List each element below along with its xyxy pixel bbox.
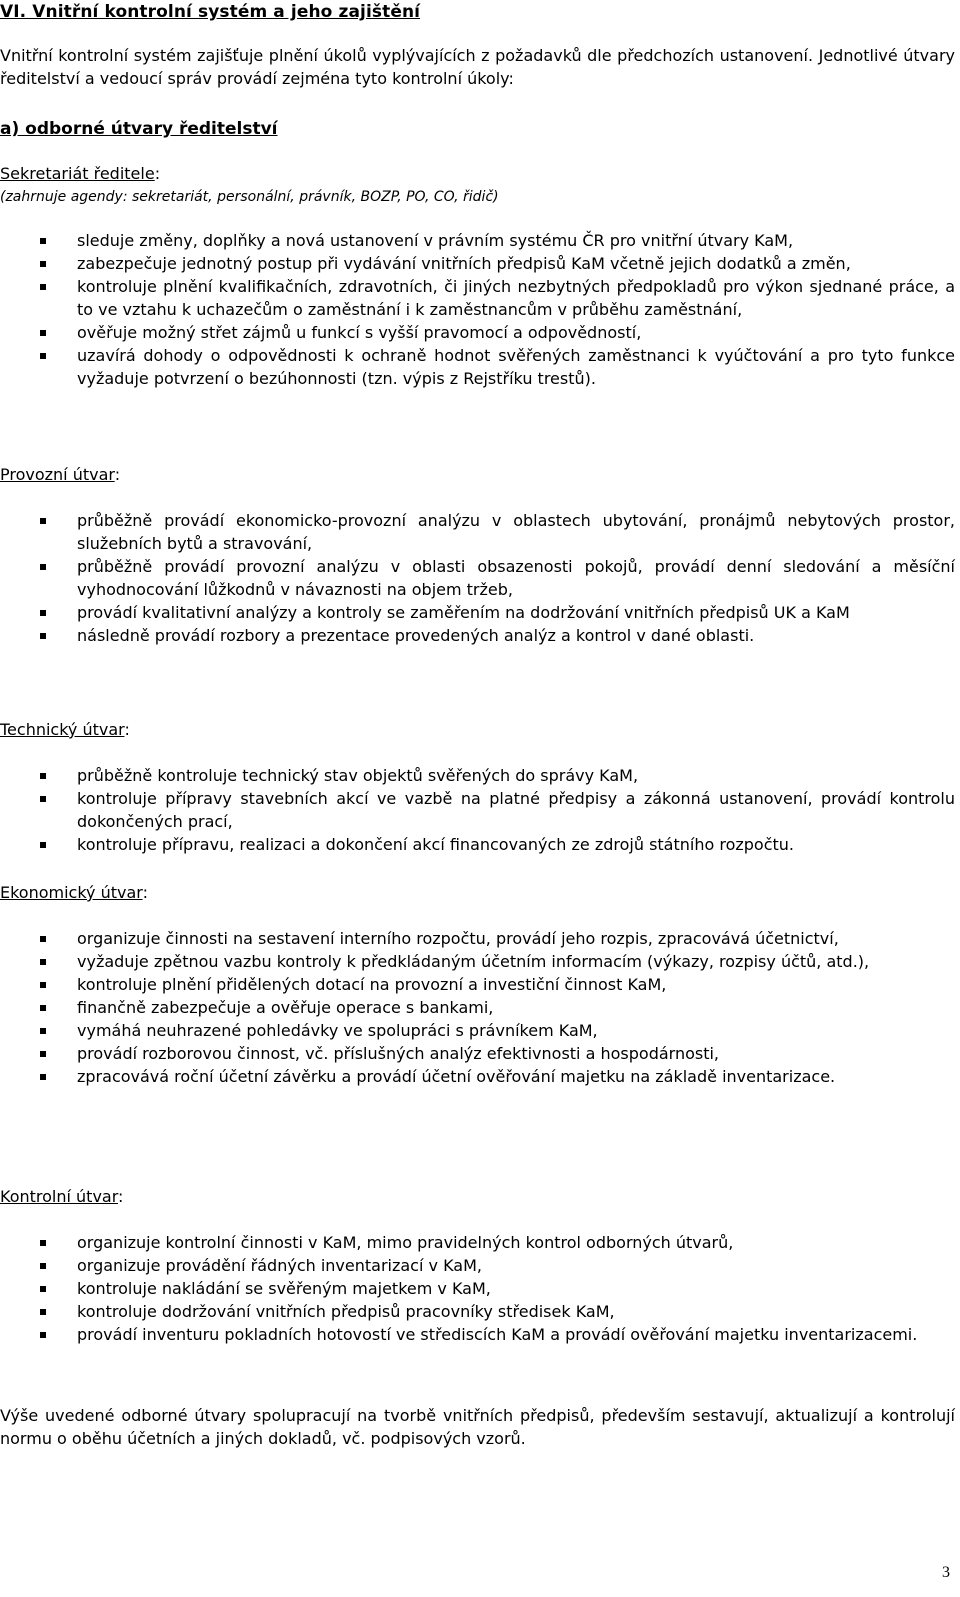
list-item [0, 950, 955, 973]
bullet-icon [40, 518, 46, 524]
list-item-text: provádí kvalitativní analýzy a kontroly se zaměřením na dodržování vnitřních předpisů UK a KaM [77, 603, 850, 622]
list-item [0, 927, 955, 950]
list-item-text: zabezpečuje jednotný postup při vydávání vnitřních předpisů KaM včetně jejich dodatků a změn, [77, 254, 851, 273]
list-item [0, 787, 955, 833]
list-item [0, 833, 955, 856]
section-title: VI. Vnitřní kontrolní systém a jeho zajištění [0, 2, 421, 22]
list-item-text: vymáhá neuhrazené pohledávky ve spolupráci s právníkem KaM, [77, 1021, 598, 1040]
provozni-heading [0, 463, 120, 486]
list-item [0, 624, 955, 647]
list-item-text: organizuje kontrolní činnosti v KaM, mimo pravidelných kontrol odborných útvarů, [77, 1233, 734, 1252]
sekretariat-list [0, 229, 955, 390]
subheading: a) odborné útvary ředitelství [0, 119, 278, 139]
list-item [0, 344, 955, 390]
list-item [0, 275, 955, 321]
list-item-text: kontroluje přípravu, realizaci a dokončení akcí financovaných ze zdrojů státního rozpočtu. [77, 835, 795, 854]
bullet-icon [40, 1028, 46, 1034]
list-item [0, 996, 955, 1019]
sekretariat-heading-colon: : [154, 164, 161, 183]
bullet-icon [40, 959, 46, 965]
bullet-icon [40, 1263, 46, 1269]
list-item [0, 1323, 955, 1346]
intro-paragraph: Vnitřní kontrolní systém zajišťuje plnění úkolů vyplývajících z požadavků dle předchozích ustanovení. Jednotlivé útvary ředitelství a vedoucí správ provádí zejména tyto kontrolní úkoly: [0, 46, 955, 88]
bullet-icon [40, 610, 46, 616]
bullet-icon [40, 1240, 46, 1246]
provozni-list [0, 509, 955, 647]
provozni-heading-colon: : [114, 465, 121, 484]
bullet-icon [40, 796, 46, 802]
bullet-icon [40, 330, 46, 336]
list-item [0, 555, 955, 601]
bullet-icon [40, 564, 46, 570]
bullet-icon [40, 353, 46, 359]
bullet-icon [40, 982, 46, 988]
bullet-icon [40, 261, 46, 267]
list-item-text: kontroluje plnění přidělených dotací na provozní a investiční činnost KaM, [77, 975, 667, 994]
bullet-icon [40, 936, 46, 942]
list-item-text: finančně zabezpečuje a ověřuje operace s bankami, [77, 998, 494, 1017]
sekretariat-note: (zahrnuje agendy: sekretariát, personální, právník, BOZP, PO, CO, řidič) [0, 189, 499, 205]
bullet-icon [40, 1005, 46, 1011]
list-item-text: organizuje činnosti na sestavení interního rozpočtu, provádí jeho rozpis, zpracovává účetnictví, [77, 929, 839, 948]
list-item-text: ověřuje možný střet zájmů u funkcí s vyšší pravomocí a odpovědností, [77, 323, 642, 342]
list-item-text: průběžně provádí provozní analýzu v oblasti obsazenosti pokojů, provádí denní sledování a měsíční vyhodnocování lůžkodnů v návaznosti na objem tržeb, [77, 557, 955, 599]
list-item [0, 1231, 955, 1254]
technicky-heading-text: Technický útvar [0, 720, 125, 739]
list-item-text: kontroluje dodržování vnitřních předpisů pracovníky středisek KaM, [77, 1302, 615, 1321]
list-item-text: organizuje provádění řádných inventarizací v KaM, [77, 1256, 482, 1275]
list-item [0, 1277, 955, 1300]
list-item-text: kontroluje přípravy stavebních akcí ve vazbě na platné předpisy a zákonná ustanovení, provádí kontrolu dokončených prací, [77, 789, 955, 831]
kontrolni-heading-colon: : [118, 1187, 124, 1206]
technicky-heading [0, 718, 130, 741]
sekretariat-heading [0, 162, 160, 185]
list-item [0, 229, 955, 252]
kontrolni-list [0, 1231, 955, 1346]
bullet-icon [40, 773, 46, 779]
list-item-text: následně provádí rozbory a prezentace provedených analýz a kontrol v dané oblasti. [77, 626, 755, 645]
ekonomicky-heading-colon: : [142, 883, 148, 902]
list-item [0, 1042, 955, 1065]
list-item-text: provádí inventuru pokladních hotovostí ve střediscích KaM a provádí ověřování majetku inventarizacemi. [77, 1325, 918, 1344]
bullet-icon [40, 842, 46, 848]
list-item-text: kontroluje nakládání se svěřeným majetkem v KaM, [77, 1279, 491, 1298]
technicky-list [0, 764, 955, 856]
list-item-text: sleduje změny, doplňky a nová ustanovení v právním systému ČR pro vnitřní útvary KaM, [77, 231, 794, 250]
bullet-icon [40, 1074, 46, 1080]
bullet-icon [40, 1332, 46, 1338]
list-item-text: vyžaduje zpětnou vazbu kontroly k předkládaným účetním informacím (výkazy, rozpisy účtů, atd.), [77, 952, 870, 971]
list-item [0, 973, 955, 996]
ekonomicky-list [0, 927, 955, 1088]
list-item-text: zpracovává roční účetní závěrku a provádí účetní ověřování majetku na základě inventarizace. [77, 1067, 836, 1086]
list-item [0, 509, 955, 555]
list-item [0, 1300, 955, 1323]
kontrolni-heading-text: Kontrolní útvar [0, 1187, 119, 1206]
ekonomicky-heading [0, 881, 148, 904]
list-item [0, 1065, 955, 1088]
list-item [0, 321, 955, 344]
bullet-icon [40, 633, 46, 639]
bullet-icon [40, 284, 46, 290]
list-item [0, 1254, 955, 1277]
bullet-icon [40, 1286, 46, 1292]
list-item [0, 1019, 955, 1042]
bullet-icon [40, 1309, 46, 1315]
list-item-text: kontroluje plnění kvalifikačních, zdravotních, či jiných nezbytných předpokladů pro výkon sjednané práce, a to ve vztahu k uchazečům o zaměstnání i k zaměstnancům v průběhu zaměstnání, [77, 277, 955, 319]
bullet-icon [40, 238, 46, 244]
list-item-text: průběžně provádí ekonomicko-provozní analýzu v oblastech ubytování, pronájmů nebytových prostor, služebních bytů a stravování, [77, 511, 955, 553]
sekretariat-heading-text: Sekretariát ředitele [0, 164, 155, 183]
provozni-heading-text: Provozní útvar [0, 465, 115, 484]
list-item [0, 601, 955, 624]
bullet-icon [40, 1051, 46, 1057]
technicky-heading-colon: : [124, 720, 130, 739]
list-item-text: uzavírá dohody o odpovědnosti k ochraně hodnot svěřených zaměstnanci k vyúčtování a pro tyto funkce vyžaduje potvrzení o bezúhonnosti (tzn. výpis z Rejstříku trestů). [77, 346, 955, 388]
kontrolni-heading [0, 1185, 123, 1208]
list-item-text: provádí rozborovou činnost, vč. příslušných analýz efektivnosti a hospodárnosti, [77, 1044, 720, 1063]
ekonomicky-heading-text: Ekonomický útvar [0, 883, 143, 902]
list-item [0, 764, 955, 787]
list-item-text: průběžně kontroluje technický stav objektů svěřených do správy KaM, [77, 766, 639, 785]
list-item [0, 252, 955, 275]
page-number: 3 [942, 1564, 950, 1581]
closing-paragraph: Výše uvedené odborné útvary spolupracují na tvorbě vnitřních předpisů, především sestavují, aktualizují a kontrolují normu o oběhu účetních a jiných dokladů, vč. podpisových vzorů. [0, 1406, 955, 1448]
